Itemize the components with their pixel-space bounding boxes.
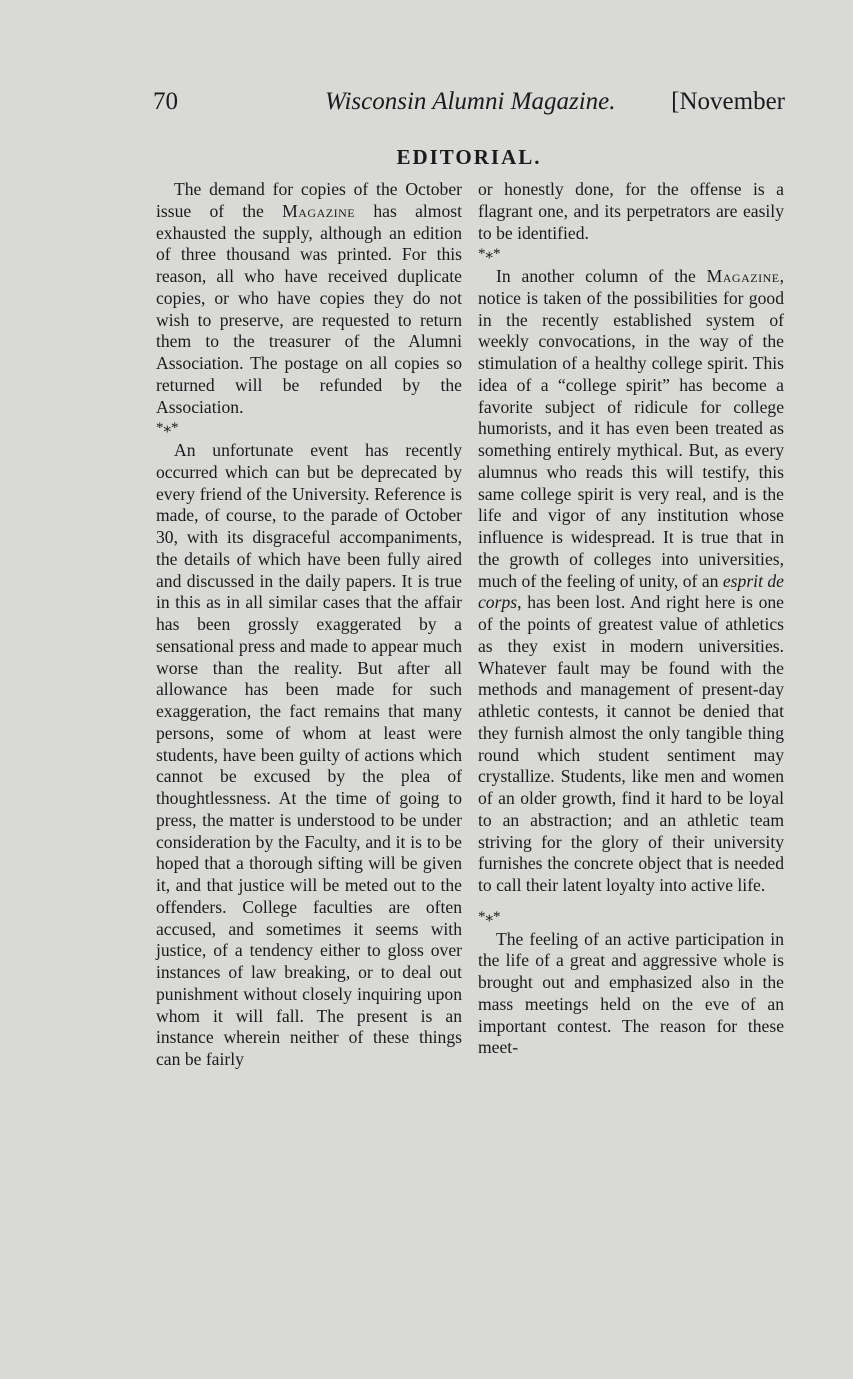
magazine-title: Wisconsin Alumni Magazine. bbox=[325, 88, 616, 115]
left-column bbox=[156, 179, 462, 1071]
section-separator: *⁎* bbox=[478, 908, 501, 925]
paragraph-parade-continued: or honestly done, for the offense is a flagrant one, and its perpetrators are easily to be identified. bbox=[478, 179, 784, 243]
page-number: 70 bbox=[153, 88, 178, 115]
section-separator: *⁎* bbox=[156, 420, 179, 437]
issue-month: [November bbox=[671, 88, 785, 115]
right-column bbox=[478, 179, 784, 1059]
section-separator: *⁎* bbox=[478, 246, 501, 263]
paragraph-parade-event: An unfortunate event has recently occurred which can but be deprecated by every friend of the University. Reference is made, of course, to the parade of October 30, with its disgraceful accompaniments, the details of which have been fully aired and discussed in the daily papers. It is true in this as in all similar cases that the affair has been grossly exaggerated by a sensational press and made to appear much worse than the reality. But after all allowance has been made for such exaggeration, the fact remains that many persons, some of whom at least were students, have been guilty of actions which cannot be excused by the plea of thoughtlessness. At the time of going to press, the matter is understood to be under consideration by the Faculty, and it is to be hoped that a thorough sifting will be given it, and that justice will be meted out to the offenders. College faculties are often accused, and sometimes it seems with justice, of a tendency either to gloss over instances of law breaking, or to deal out punishment without closely inquiring upon whom it will fall. The present is an instance wherein neither of these things can be fairly bbox=[156, 440, 462, 1069]
running-header bbox=[153, 88, 785, 128]
paragraph-college-spirit: In another column of the Magazine, notice is taken of the possibilities for good in the recently established system of weekly convocations, in the way of the stimulation of a healthy college spirit. This idea of a “college spirit” has become a favorite subject of ridicule for college humorists, and it has even been treated as something entirely mythical. But, as every alumnus who reads this will testify, this same college spirit is very real, and is the life and vigor of any institution whose influence is widespread. It is true that in the growth of colleges into universities, much of the feeling of unity, of an esprit de corps, has been lost. And right here is one of the points of greatest value of athletics as they exist in modern universities. Whatever fault may be found with the methods and management of present-day athletic contests, it cannot be denied that they furnish almost the only tangible thing round which student sentiment may crystallize. Students, like men and women of an older growth, find it hard to be loyal to an abstraction; and an athletic team striving for the glory of their university furnishes the concrete object that is needed to call their latent loyalty into active life. bbox=[478, 266, 784, 895]
paragraph-mass-meetings: The feeling of an active participation in the life of a great and aggressive whole is brought out and emphasized also in the mass meetings held on the eve of an important contest. The reason for these meet- bbox=[478, 928, 784, 1058]
paragraph-magazine-demand: The demand for copies of the October issue of the Magazine has almost exhausted the supply, although an edition of three thousand was printed. For this reason, all who have received duplicate copies, or who have copies they do not wish to preserve, are requested to return them to the treasurer of the Alumni Association. The postage on all copies so returned will be refunded by the Association. bbox=[156, 179, 462, 417]
section-title: EDITORIAL. bbox=[396, 145, 542, 169]
